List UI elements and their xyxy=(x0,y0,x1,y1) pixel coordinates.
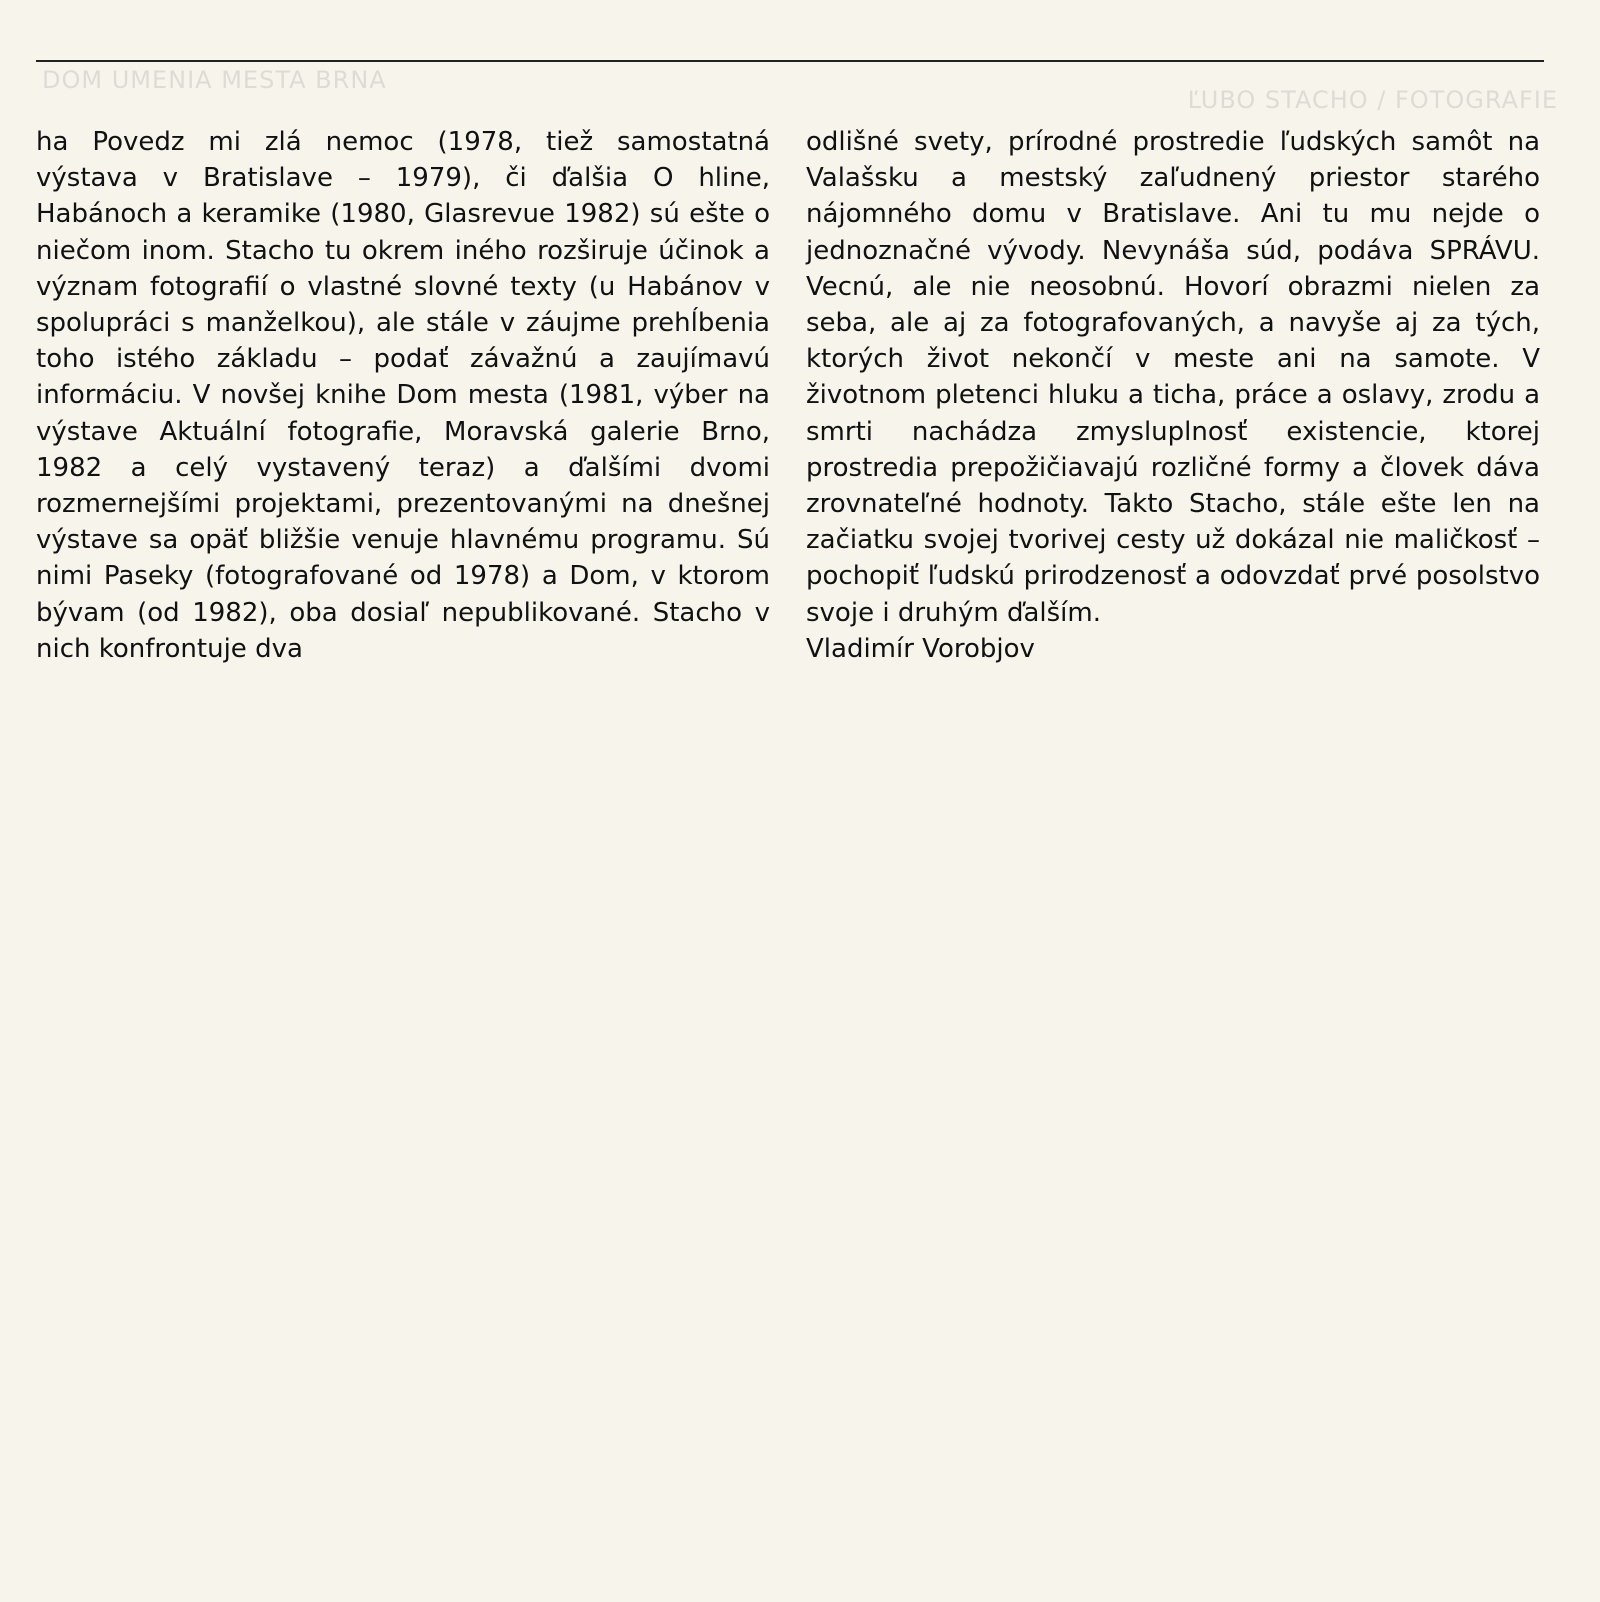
running-title-right: ĽUBO STACHO / FOTOGRAFIE xyxy=(1187,86,1558,114)
left-column-text: ha Povedz mi zlá nemoc (1978, tiež samostatná výstava v Bratislave – 1979), či ďalšia O hline, Habánoch a keramike (1980, Glasrevue 1982) sú ešte o niečom inom. Stacho tu okrem iného rozširuje účinok a význam fotografií o vlastné slovné texty (u Habánov v spolupráci s manželkou), ale stále v záujme prehĺbenia toho istého základu – podať závažnú a zaujímavú informáciu. V novšej knihe Dom mesta (1981, výber na výstave Aktuální fotografie, Moravská galerie Brno, 1982 a celý vystavený teraz) a ďalšími dvomi rozmernejšími projektami, prezentovanými na dnešnej výstave sa opäť bližšie venuje hlavnému programu. Sú nimi Paseky (fotografované od 1978) a Dom, v ktorom bývam (od 1982), oba dosiaľ nepublikované. Stacho v nich konfrontuje dva xyxy=(36,127,770,664)
right-column xyxy=(806,124,1540,667)
right-column-text: odlišné svety, prírodné prostredie ľudských samôt na Valašsku a mestský zaľudnený priestor starého nájomného domu v Bratislave. Ani tu mu nejde o jednoznačné vývody. Nevynáša súd, podáva SPRÁVU. Vecnú, ale nie neosobnú. Hovorí obrazmi nielen za seba, ale aj za fotografovaných, a navyše aj za tých, ktorých život nekončí v meste ani na samote. V životnom pletenci hluku a ticha, práce a oslavy, zrodu a smrti nachádza zmysluplnosť existencie, ktorej prostredia prepožičiavajú rozličné formy a človek dáva zrovnateľné hodnoty. Takto Stacho, stále ešte len na začiatku svojej tvorivej cesty už dokázal nie maličkosť – pochopiť ľudskú prirodzenosť a odovzdať prvé posolstvo svoje i druhým ďalším. xyxy=(806,127,1540,628)
left-column xyxy=(36,124,770,667)
top-divider xyxy=(36,60,1544,62)
running-title-left: DOM UMENIA MESTA BRNA xyxy=(42,66,387,94)
author-signature: Vladimír Vorobjov xyxy=(806,633,1035,664)
